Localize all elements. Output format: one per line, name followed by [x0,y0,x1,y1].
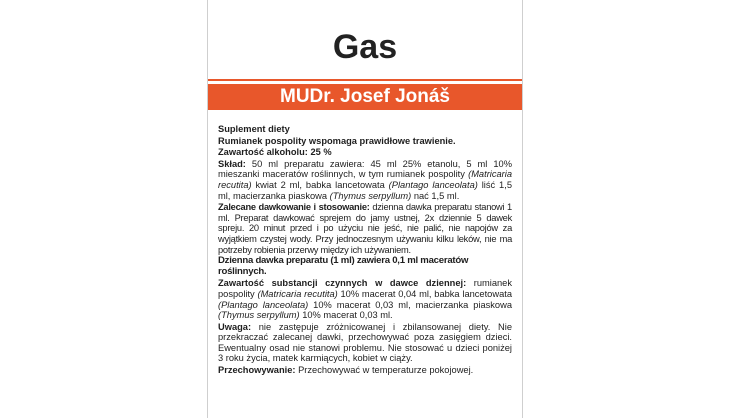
warning-label: Uwaga: [218,321,252,332]
warning-text: nie zastępuje zróżnicowanej i zbilansowanej diety. Nie przekraczać zalecanej dawki, przechowywać poza zasięgiem dzieci. Ewentualny osad nie stanowi problemu. Nie stosować u dzieci poniżej 3 roku życia, matek karmiących, kobiet w ciąży. [218,321,512,364]
latin-name: (Thymus serpyllum) [218,310,300,321]
composition-label: Skład: [218,158,246,169]
label-content [218,124,512,376]
storage-paragraph [218,365,512,376]
active-text: rumianek pospolity [218,278,512,299]
storage-label: Przechowywanie: [218,365,296,376]
active-label: Zawartość substancji czynnych w dawce dziennej: [218,278,467,289]
alcohol-line: Zawartość alkoholu: 25 % [218,147,332,158]
latin-name: (Matricaria recutita) [257,288,338,299]
author-band: MUDr. Josef Jonáš [208,84,522,110]
storage-text: Przechowywać w temperaturze pokojowej. [295,365,474,376]
active-text: 10% macerat 0,03 ml. [299,310,393,321]
composition-paragraph [218,159,512,201]
dosage-label: Zalecane dawkowanie i stosowanie: [218,202,370,213]
composition-text: kwiat 2 ml, babka lancetowata [251,179,389,190]
active-text: 10% macerat 0,04 ml, babka lancetowata [337,288,512,299]
supplement-line: Suplement diety [218,124,290,134]
product-title: Gas [332,28,398,66]
latin-name: (Thymus serpyllum) [329,190,412,201]
latin-name: (Plantago lanceolata) [388,179,478,190]
dosage-text: dzienna dawka preparatu stanowi 1 ml. Preparat dawkować sprejem do jamy ustnej, 2x dziennie 5 dawek spreju. 20 minut przed i po użyciu nie jeść, nie palić, nie napojów za wyjątkiem czystej wody. Przy jednoczesnym używaniu kilku leków, nie ma potrzeby robienia przerwy między ich używaniem. [218,202,512,255]
composition-text: liść 1,5 ml, macierzanka piaskowa [218,179,512,201]
active-substances-paragraph [218,278,512,320]
latin-name: (Plantago lanceolata) [218,299,309,310]
active-text: 10% macerat 0,03 ml, macierzanka piaskowa [308,299,512,310]
composition-text: 50 ml preparatu zawiera: 45 ml 25% etanolu, 5 ml 10% mieszanki maceratów roślinnych, w tym rumianek pospolity [218,158,512,180]
claim-line: Rumianek pospolity wspomaga prawidłowe trawienie. [218,135,456,146]
latin-name: (Matricaria recutita) [218,169,512,190]
composition-text: nać 1,5 ml. [411,190,460,201]
daily-dose-line: Dzienna dawka preparatu (1 ml) zawiera 0,1 ml maceratów roślinnych. [218,255,469,277]
product-label [207,0,523,418]
warning-paragraph [218,322,512,364]
dosage-paragraph [218,202,512,255]
band-divider [208,79,522,81]
